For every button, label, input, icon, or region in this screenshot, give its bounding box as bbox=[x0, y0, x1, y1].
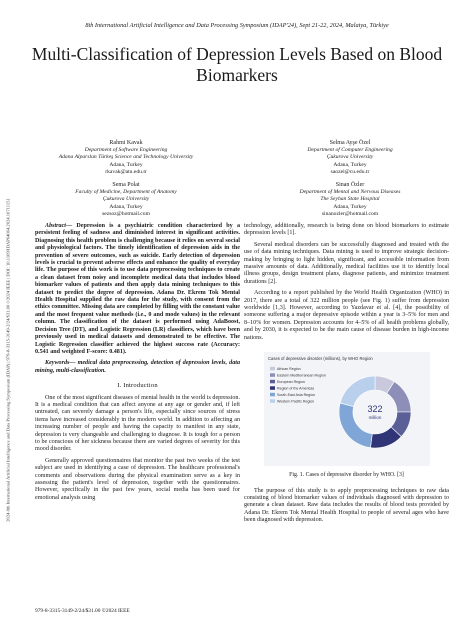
legend-swatch bbox=[270, 373, 275, 377]
keywords-label: Keywords— bbox=[45, 360, 76, 367]
keywords-text: medical data preprocessing, detection of depression levels, data mining, multi-classification. bbox=[35, 360, 240, 374]
legend-swatch bbox=[270, 393, 275, 397]
figure-1-graphic bbox=[244, 350, 449, 468]
author-block-1 bbox=[46, 140, 206, 176]
figure-1 bbox=[244, 350, 449, 468]
figure-center-value: 322 bbox=[367, 404, 383, 415]
conference-header: 8th International Artificial Intelligence and Data Processing Symposium (IDAP'24), Sept 21-22, 2024, Malatya, Türkiye bbox=[85, 22, 389, 29]
author-block-2 bbox=[270, 140, 430, 176]
author-dept: Department of Computer Engineering bbox=[307, 147, 393, 154]
author-dept: Faculty of Medicine, Department of Anatomy bbox=[75, 189, 177, 196]
legend-swatch bbox=[270, 380, 275, 384]
figure-title: Cases of depressive disorder (millions), by WHO Region bbox=[268, 356, 373, 362]
author-inst: Çukurova University bbox=[326, 154, 374, 161]
author-block-4 bbox=[270, 182, 430, 218]
abstract-text: Depression is a psychiatric condition characterized by a persistent feeling of sadness and diminished interest in significant activities. Diagnosing this health problem is challenging because it relies on several social and physiological factors. The timely identification of depression aids in the prevention of severe outcomes, such as suicide. Early detection of depression levels is crucial to prevent adverse effects and enhance the quality of everyday life. The purpose of this work is to use data preprocessing techniques to create a clean dataset from noisy and incomplete medical data that includes blood biomarker values of patients and then apply data mining techniques to this dataset to predict the degree of depression. Adana Dr. Ekrem Tok Mental Health Hospital supplied the raw data for the study, with consent from the ethics committee. Missing data are completed by filling with the constant value and the most frequent value methods (i.e., 0 and mode values) in the relevant column. The classification of the dataset is performed using AdaBoost, Decision Tree (DT), and Logistic Regression (LR) classifiers, which have been previously used in medical datasets and demonstrated to be effective. The Logistic Regression classifier achieved the highest success rate (Accuracy: 0.541 and weighted F-score: 0.481). bbox=[35, 223, 240, 355]
section-heading: I. Introduction bbox=[117, 382, 158, 390]
author-email[interactable]: sinanozler@hotmail.com bbox=[321, 210, 379, 217]
author-dept: Department of Mental and Nervous Diseases bbox=[299, 189, 401, 196]
author-inst: Çukurova University bbox=[102, 196, 150, 203]
author-name: Rahmi Kavak bbox=[109, 140, 143, 146]
legend-label: Eastern Mediterranean Region bbox=[277, 373, 326, 378]
doi-sidebar-text: 2024 8th International Artificial Intelligence and Data Processing Symposium (IDAP) | 979-8-3315-3149-2/24/$31.00 ©2024 IEEE | DOI: 10.1109/IDAP64064.2024.10711151 bbox=[5, 198, 11, 522]
intro-paragraph-1: One of the most significant diseases of mental health in the world is depression. It is a medical condition that can affect anyone at any age or gender and, if left untreated, can severely damage a person's life, especially since sources of stress items have increased considerably in the modern world. In addition to affecting an increasing number of people and having the capacity to manifest in any state, depression is very changeable and challenging to diagnose. It is tough for a person to be conscious of her sickness because there are varied degrees of severity for this mood disorder. bbox=[35, 394, 240, 453]
paper-title: Multi-Classification of Depression Levels Based on Blood Biomarkers bbox=[31, 44, 443, 85]
author-email[interactable]: rkavak@atu.edu.tr bbox=[105, 168, 147, 175]
right-paragraph-4: The purpose of this study is to apply preprocessing techniques to raw data consisting of blood biomarker values of individuals diagnosed with depression to generate a clean dataset. Raw data includes the results of blood tests provided by Adana Dr. Ekrem Tok Mental Health Hospital to people of several ages who have been diagnosed with depression. bbox=[244, 487, 449, 524]
author-name: Sinan Özler bbox=[335, 182, 365, 188]
author-name: Sema Polat bbox=[112, 182, 140, 188]
author-location: Adana, Turkey bbox=[333, 161, 367, 168]
legend-label: European Region bbox=[277, 380, 305, 385]
legend-label: Western Pacific Region bbox=[277, 399, 315, 404]
author-dept: Department of Software Engineering bbox=[84, 147, 168, 154]
legend-swatch bbox=[270, 399, 275, 403]
legend-label: African Region bbox=[277, 367, 301, 372]
figure-caption: Fig. 1. Cases of depressive disorder by WHO. [3] bbox=[289, 472, 404, 479]
right-column bbox=[244, 223, 449, 529]
author-name: Selma Ayşe Özel bbox=[329, 140, 371, 146]
right-paragraph-3: According to a report published by the World Health Organization (WHO) in 2017, there are a total of 322 million people (see Fig. 1) suffer from depression worldwide [1,3]. However, according to Yazdavar et al. [4], the possibility of someone suffering a major depressive episode within a year is 3–5% for men and 8–10% for women. Depression accounts for 4–5% of all health problems globally, and by 2030, it is expected to be the main cause of disease burden in high-income nations. bbox=[244, 290, 449, 341]
legend-swatch bbox=[270, 386, 275, 390]
author-email[interactable]: saozel@cu.edu.tr bbox=[330, 168, 370, 175]
right-paragraph-2: Several medical disorders can be successfully diagnosed and treated with the use of data mining techniques. Data mining is used to improve strategic decision-making by bringing to light hidden, significant, and accessible information from massive amounts of data. Additionally, medical facilities use it to identify local illness groups, design treatment plans, diagnose patients, and minimize treatment durations [2]. bbox=[244, 241, 449, 285]
author-location: Adana, Turkey bbox=[109, 161, 143, 168]
intro-paragraph-2: Generally approved questionnaires that monitor the past two weeks of the test subject are used in identifying a case of depression. The healthcare professional's comments and observations during the physical examination serve as a key in assessing the patient's level of depression, together with the questionnaires. However, specifically in the past few years, social media has been used for emotional analysis using bbox=[35, 457, 240, 501]
figure-center-unit: million bbox=[368, 415, 382, 421]
left-column bbox=[35, 223, 240, 506]
keywords bbox=[35, 360, 240, 375]
legend-swatch bbox=[270, 367, 275, 371]
abstract-label: Abstract— bbox=[45, 223, 73, 229]
doi-sidebar bbox=[3, 100, 13, 620]
legend-label: Region of the Americas bbox=[277, 386, 315, 391]
author-email[interactable]: sezsoz@hotmail.com bbox=[102, 210, 150, 217]
legend-label: South-East Asia Region bbox=[277, 393, 315, 398]
right-paragraph-1: technology, additionally, research is being done on blood biomarkers to estimate depression levels [1]. bbox=[244, 223, 449, 237]
author-block-3 bbox=[46, 182, 206, 218]
author-inst: Adana Alparslan Türkeş Science and Technology University bbox=[58, 154, 194, 161]
footer-copyright: 979-8-3315-3149-2/24/$31.00 ©2024 IEEE bbox=[35, 608, 130, 614]
author-location: Adana, Turkey bbox=[333, 203, 367, 210]
abstract bbox=[35, 223, 240, 356]
author-location: Adana, Turkey bbox=[109, 203, 143, 210]
author-inst: The Seyhan State Hospital bbox=[320, 196, 380, 203]
